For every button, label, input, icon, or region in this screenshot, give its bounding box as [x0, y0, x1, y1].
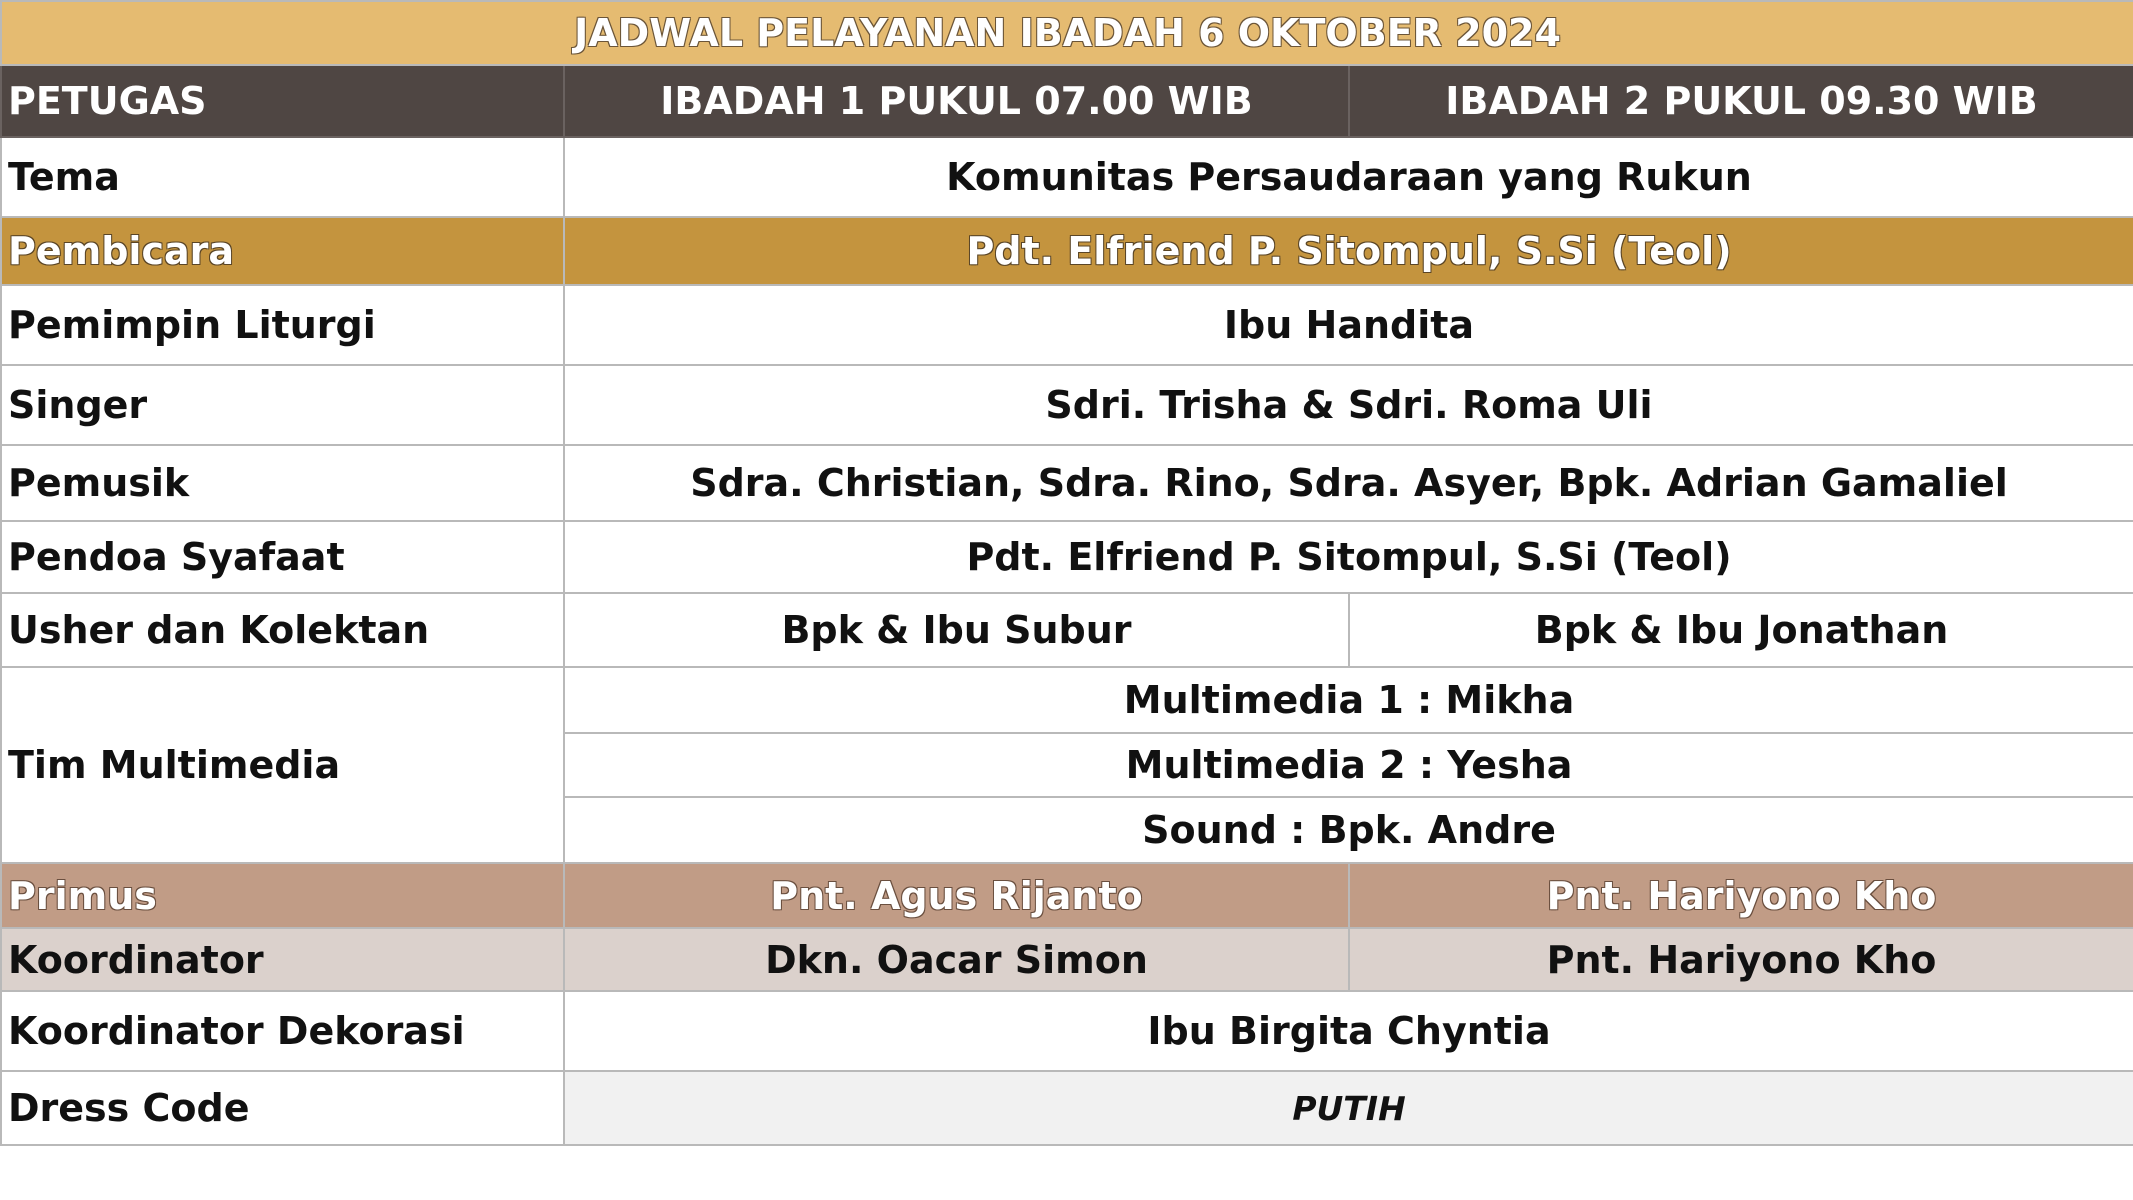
- row-dress-code: [1, 1071, 2133, 1145]
- row-label: Pembicara: [1, 217, 564, 285]
- header-ibadah-2: IBADAH 2 PUKUL 09.30 WIB: [1349, 65, 2133, 137]
- title-row: [1, 1, 2133, 65]
- row-label: Koordinator: [1, 928, 564, 991]
- row-koordinator-dekorasi: [1, 991, 2133, 1071]
- multimedia-item: Sound : Bpk. Andre: [564, 797, 2133, 863]
- row-value: PUTIH: [564, 1071, 2133, 1145]
- row-pemusik: [1, 445, 2133, 521]
- multimedia-item: Multimedia 1 : Mikha: [564, 667, 2133, 733]
- row-value: Sdri. Trisha & Sdri. Roma Uli: [564, 365, 2133, 445]
- row-label: Tim Multimedia: [1, 667, 564, 863]
- row-value-ibadah-2: Pnt. Hariyono Kho: [1349, 863, 2133, 928]
- row-value: Komunitas Persaudaraan yang Rukun: [564, 137, 2133, 217]
- multimedia-item: Multimedia 2 : Yesha: [564, 733, 2133, 797]
- row-label: Pendoa Syafaat: [1, 521, 564, 593]
- row-value: Pdt. Elfriend P. Sitompul, S.Si (Teol): [564, 217, 2133, 285]
- row-value: Pdt. Elfriend P. Sitompul, S.Si (Teol): [564, 521, 2133, 593]
- row-value-ibadah-1: Pnt. Agus Rijanto: [564, 863, 1349, 928]
- page-title: JADWAL PELAYANAN IBADAH 6 OKTOBER 2024: [1, 1, 2133, 65]
- row-value-ibadah-1: Bpk & Ibu Subur: [564, 593, 1349, 667]
- row-pendoa-syafaat: [1, 521, 2133, 593]
- row-label: Singer: [1, 365, 564, 445]
- row-value-ibadah-2: Bpk & Ibu Jonathan: [1349, 593, 2133, 667]
- row-label: Dress Code: [1, 1071, 564, 1145]
- row-pembicara: [1, 217, 2133, 285]
- header-petugas: PETUGAS: [1, 65, 564, 137]
- row-label: Primus: [1, 863, 564, 928]
- row-label: Pemusik: [1, 445, 564, 521]
- row-value: Ibu Birgita Chyntia: [564, 991, 2133, 1071]
- header-row: [1, 65, 2133, 137]
- row-label: Koordinator Dekorasi: [1, 991, 564, 1071]
- row-singer: [1, 365, 2133, 445]
- row-value-ibadah-2: Pnt. Hariyono Kho: [1349, 928, 2133, 991]
- row-label: Usher dan Kolektan: [1, 593, 564, 667]
- row-value: Sdra. Christian, Sdra. Rino, Sdra. Asyer, Bpk. Adrian Gamaliel: [564, 445, 2133, 521]
- row-usher: [1, 593, 2133, 667]
- row-pemimpin-liturgi: [1, 285, 2133, 365]
- row-primus: [1, 863, 2133, 928]
- row-value: Ibu Handita: [564, 285, 2133, 365]
- row-tema: [1, 137, 2133, 217]
- row-multimedia-1: [1, 667, 2133, 733]
- row-koordinator: [1, 928, 2133, 991]
- header-ibadah-1: IBADAH 1 PUKUL 07.00 WIB: [564, 65, 1349, 137]
- row-label: Pemimpin Liturgi: [1, 285, 564, 365]
- row-label: Tema: [1, 137, 564, 217]
- row-value-ibadah-1: Dkn. Oacar Simon: [564, 928, 1349, 991]
